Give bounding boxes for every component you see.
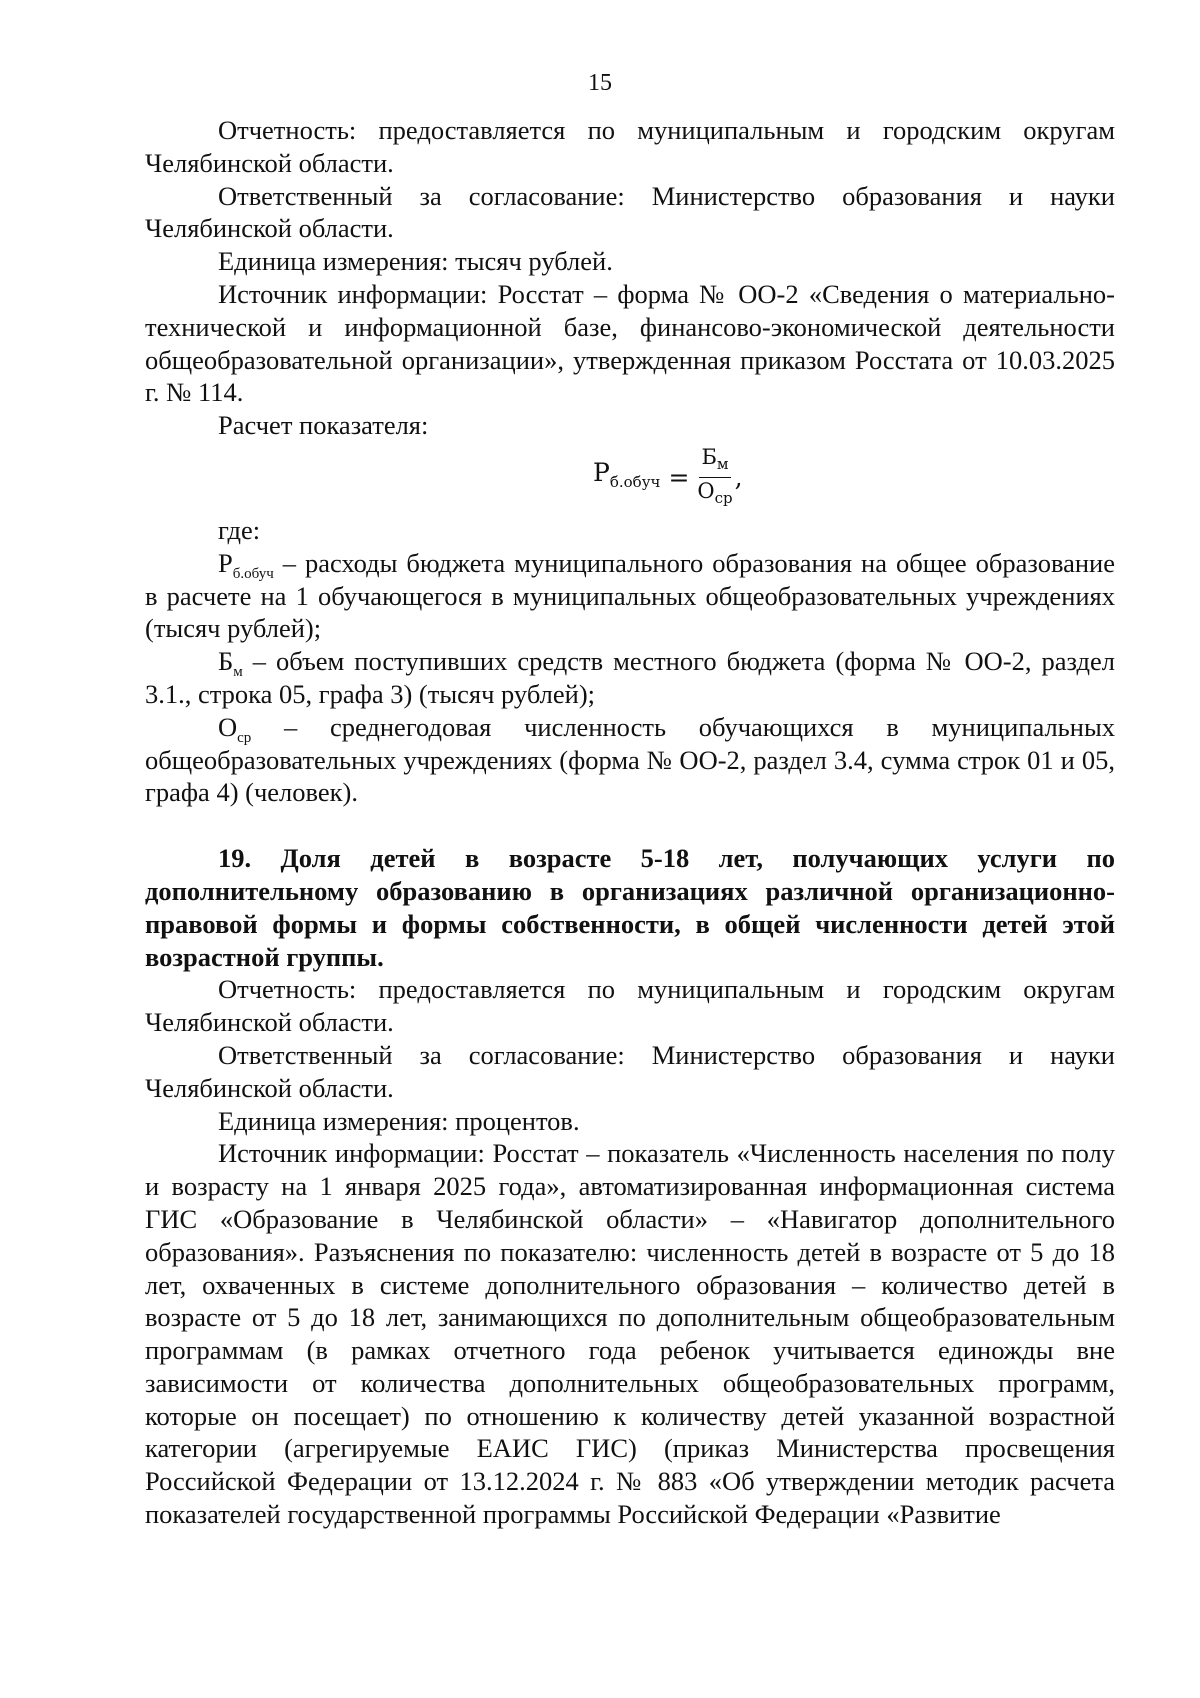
- definition-o: [145, 711, 1115, 809]
- definition-o-text: – среднегодовая численность обучающихся в муниципальных общеобразовательных учреждениях (форма № ОО-2, раздел 3.4, сумма строк 01 и 05, графа 4) (человек).: [145, 711, 1115, 808]
- numerator-symbol: Б: [701, 445, 717, 470]
- definition-p: [145, 547, 1115, 645]
- formula-denominator: [695, 478, 734, 511]
- section-19-heading: 19. Доля детей в возрасте 5-18 лет, получающих услуги по дополнительному образованию в организациях различной организационно-правовой формы и формы собственности, в общей численности детей этой возрастной группы.: [145, 843, 1115, 972]
- denominator-symbol: О: [697, 479, 715, 504]
- where-label: где:: [218, 514, 261, 545]
- definition-p-subscript: б.обуч: [232, 565, 274, 582]
- denominator-subscript: ср: [714, 489, 733, 508]
- unit-paragraph: Единица измерения: тысяч рублей.: [218, 246, 613, 277]
- calculation-label: Расчет показателя:: [218, 410, 429, 441]
- definition-b-text: – объем поступивших средств местного бюджета (форма № ОО-2, раздел 3.1., строка 05, графа 3) (тысяч рублей);: [145, 646, 1115, 709]
- numerator-subscript: м: [716, 455, 729, 474]
- definition-o-subscript: ср: [237, 729, 252, 746]
- formula-row: [145, 442, 1115, 514]
- definition-o-symbol: О: [218, 711, 238, 742]
- reporting-paragraph: Отчетность: предоставляется по муниципальным и городским округам Челябинской области.: [145, 115, 1115, 178]
- formula-lhs-subscript: б.обуч: [609, 473, 661, 492]
- section-19-responsible: Ответственный за согласование: Министерство образования и науки Челябинской области.: [145, 1039, 1115, 1103]
- section-19-reporting: Отчетность: предоставляется по муниципальным и городским округам Челябинской области.: [145, 974, 1115, 1038]
- definition-b: [145, 645, 1115, 711]
- formula-comma: ,: [734, 462, 743, 492]
- page-content: [145, 114, 1115, 1531]
- formula-equals: =: [668, 462, 690, 492]
- formula: [593, 442, 743, 514]
- responsible-paragraph: Ответственный за согласование: Министерство образования и науки Челябинской области.: [145, 180, 1115, 244]
- definition-b-symbol: Б: [218, 646, 234, 677]
- definition-b-subscript: м: [233, 664, 243, 681]
- formula-numerator: [699, 444, 730, 478]
- section-19-unit: Единица измерения: процентов.: [218, 1105, 580, 1136]
- definition-p-text: – расходы бюджета муниципального образования на общее образование в расчете на 1 обучающегося в муниципальных общеобразовательных учреждениях (тысяч рублей);: [145, 547, 1115, 644]
- page-number: 15: [588, 70, 612, 96]
- formula-lhs: [593, 457, 660, 499]
- formula-fraction: [695, 444, 734, 511]
- source-paragraph: Источник информации: Росстат – форма № ОО-2 «Сведения о материально-технической и информационной базе, финансово-экономической деятельности общеобразовательной организации», утвержденная приказом Росстата от 10.03.2025 г. № 114.: [145, 278, 1115, 408]
- definition-p-symbol: Р: [218, 547, 233, 578]
- formula-lhs-symbol: Р: [593, 458, 610, 488]
- section-19-source: Источник информации: Росстат – показатель «Численность населения по полу и возрасту на 1 января 2025 года», автоматизированная информационная система ГИС «Образование в Челябинской области» – «Навигатор дополнительного образования». Разъяснения по показателю: численность детей в возрасте от 5 до 18 лет, охваченных в системе дополнительного образования – количество детей в возрасте от 5 до 18 лет, занимающихся по дополнительным общеобразовательным программам (в рамках отчетного года ребенок учитывается единожды вне зависимости от количества дополнительных общеобразовательных программ, которые он посещает) по отношению к количеству детей указанной возрастной категории (агрегируемые ЕАИС ГИС) (приказ Министерства просвещения Российской Федерации от 13.12.2024 г. № 883 «Об утверждении методик расчета показателей государственной программы Российской Федерации «Развитие: [145, 1138, 1115, 1530]
- section-gap: [145, 809, 1115, 842]
